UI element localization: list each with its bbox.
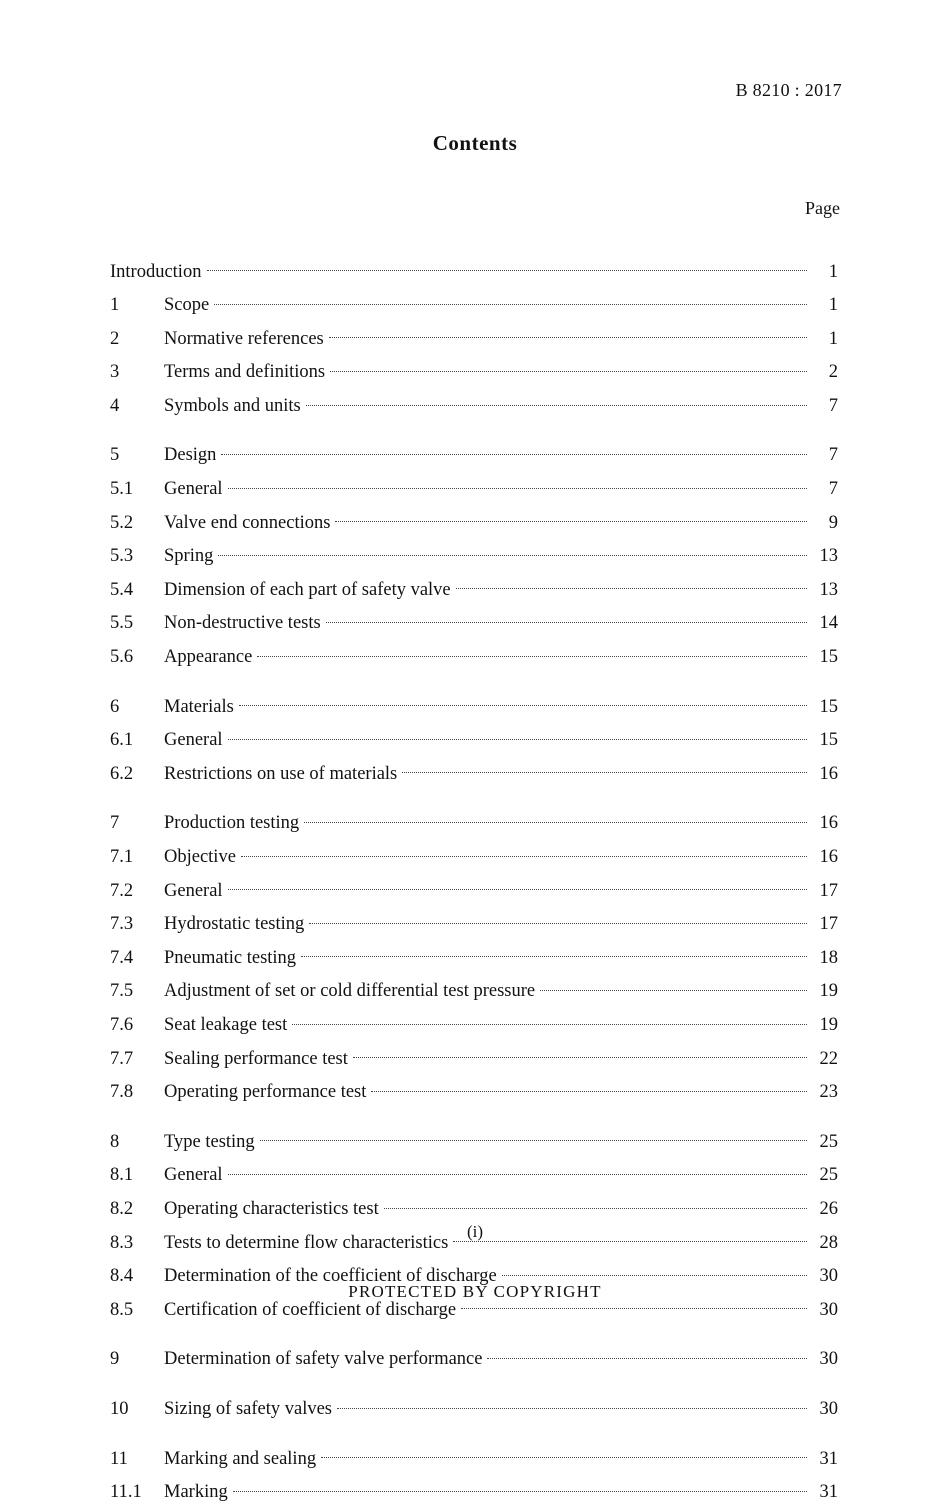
toc-entry-page: 26: [819, 1198, 838, 1219]
toc-entry-page: 2: [828, 362, 838, 383]
toc-leader-dots: [337, 1395, 807, 1414]
toc-entry-page: 19: [819, 1014, 838, 1035]
toc-entry-number: 5.3: [110, 546, 134, 567]
toc-entry-number: 7.5: [110, 981, 134, 1002]
toc-entry-page: 31: [819, 1448, 838, 1469]
toc-leader-dots: [330, 359, 807, 378]
toc-entry-number: 6.1: [110, 730, 134, 751]
toc-entry-label: General: [164, 479, 223, 500]
toc-group: [110, 693, 838, 794]
toc-leader-dots: [214, 292, 807, 311]
toc-entry[interactable]: [110, 1346, 838, 1380]
toc-entry-page: 18: [819, 947, 838, 968]
toc-entry[interactable]: [110, 1011, 838, 1045]
toc-entry[interactable]: [110, 693, 838, 727]
toc-entry-page: 17: [819, 880, 838, 901]
toc-entry-page: 30: [819, 1349, 838, 1370]
toc-entry[interactable]: [110, 760, 838, 794]
toc-leader-dots: [402, 760, 807, 779]
toc-leader-dots: [260, 1128, 807, 1147]
toc-entry-label: Type testing: [164, 1131, 255, 1152]
toc-entry-page: 7: [828, 479, 838, 500]
toc-entry-number: 8: [110, 1131, 120, 1152]
toc-entry-page: 19: [819, 981, 838, 1002]
toc-leader-dots: [326, 610, 807, 629]
toc-leader-dots: [306, 392, 807, 411]
toc-entry-number: 11.1: [110, 1482, 142, 1503]
toc-entry[interactable]: [110, 543, 838, 577]
toc-entry-number: 7.4: [110, 947, 134, 968]
toc-entry-label: Production testing: [164, 813, 300, 834]
toc-entry-number: 5.6: [110, 647, 134, 668]
toc-entry-label: Sizing of safety valves: [164, 1398, 332, 1419]
toc-entry[interactable]: [110, 978, 838, 1012]
toc-entry-number: 7.3: [110, 914, 134, 935]
toc-entry-page: 14: [819, 613, 838, 634]
toc-entry-label: Certification of coefficient of discharge: [164, 1299, 457, 1320]
toc-leader-dots: [228, 877, 807, 896]
table-of-contents: [110, 258, 838, 1512]
toc-entry-page: 25: [819, 1165, 838, 1186]
toc-entry[interactable]: [110, 844, 838, 878]
toc-entry-page: 22: [819, 1048, 838, 1069]
toc-leader-dots: [304, 810, 807, 829]
toc-entry-number: 7.8: [110, 1082, 134, 1103]
toc-entry-label: Scope: [164, 295, 210, 316]
toc-entry-page: 16: [819, 763, 838, 784]
toc-leader-dots: [257, 644, 807, 663]
toc-leader-dots: [309, 911, 807, 930]
document-reference: B 8210 : 2017: [735, 80, 842, 100]
toc-entry-number: 2: [110, 328, 120, 349]
toc-entry-number: 6: [110, 696, 120, 717]
toc-leader-dots: [221, 442, 807, 461]
toc-entry[interactable]: [110, 644, 838, 678]
page-column-header: Page: [805, 198, 840, 218]
toc-entry-page: 28: [819, 1232, 838, 1253]
toc-entry-page: 30: [819, 1398, 838, 1419]
toc-entry-number: 7.1: [110, 847, 134, 867]
toc-entry-number: 6.2: [110, 763, 134, 784]
toc-leader-dots: [456, 576, 807, 595]
toc-entry-page: 30: [819, 1299, 838, 1320]
toc-entry[interactable]: [110, 810, 838, 844]
toc-leader-dots: [228, 476, 807, 495]
toc-entry-number: 9: [110, 1349, 120, 1370]
toc-leader-dots: [540, 978, 807, 997]
toc-entry-page: 15: [819, 730, 838, 751]
toc-entry-page: 15: [819, 696, 838, 717]
toc-entry[interactable]: [110, 1395, 838, 1429]
toc-leader-dots: [321, 1445, 807, 1464]
toc-entry-label: Restrictions on use of materials: [164, 763, 398, 784]
toc-leader-dots: [371, 1079, 807, 1098]
toc-entry-number: 8.1: [110, 1165, 134, 1186]
toc-entry-number: 5.5: [110, 613, 134, 634]
toc-entry[interactable]: [110, 359, 838, 393]
toc-entry[interactable]: [110, 476, 838, 510]
toc-group: [110, 258, 838, 426]
toc-leader-dots: [353, 1045, 807, 1064]
folio-number: (i): [466, 1222, 484, 1241]
toc-entry-label: Non-destructive tests: [164, 613, 321, 634]
toc-group: [110, 442, 838, 677]
toc-entry[interactable]: [110, 442, 838, 476]
toc-entry-page: 31: [819, 1482, 838, 1503]
toc-group: [110, 1445, 838, 1512]
toc-entry-number: 7.6: [110, 1014, 134, 1035]
toc-entry-page: 9: [828, 512, 838, 533]
toc-entry-label: Adjustment of set or cold differential test pressure: [164, 981, 536, 1002]
toc-entry-page: 16: [819, 813, 838, 834]
toc-entry[interactable]: [110, 944, 838, 978]
toc-entry-label: Pneumatic testing: [164, 947, 297, 968]
toc-entry-page: 7: [828, 395, 838, 416]
toc-entry[interactable]: [110, 292, 838, 326]
toc-entry-page: 15: [819, 647, 838, 668]
toc-entry-label: Spring: [164, 546, 214, 567]
toc-entry-label: Marking and sealing: [164, 1448, 317, 1469]
toc-entry-number: 1: [110, 295, 120, 316]
toc-entry-label: Seat leakage test: [164, 1014, 288, 1035]
toc-entry[interactable]: [110, 1079, 838, 1113]
toc-entry-number: 7: [110, 813, 120, 834]
toc-entry-number: 8.5: [110, 1299, 134, 1320]
page-title: Contents: [432, 131, 518, 155]
toc-entry-page: 16: [819, 847, 838, 867]
toc-group: [110, 810, 838, 1112]
toc-entry-label: Dimension of each part of safety valve: [164, 579, 451, 600]
toc-leader-dots: [335, 509, 807, 528]
toc-leader-dots: [301, 944, 807, 963]
toc-entry-label: Operating performance test: [164, 1082, 367, 1103]
toc-entry-number: 5.2: [110, 512, 134, 533]
toc-entry[interactable]: [110, 1479, 838, 1512]
toc-entry-page: 1: [828, 295, 838, 316]
toc-entry-label: General: [164, 1165, 223, 1186]
toc-leader-dots: [502, 1263, 807, 1282]
toc-entry[interactable]: [110, 610, 838, 644]
toc-entry[interactable]: [110, 258, 838, 292]
toc-entry-label: Terms and definitions: [164, 362, 326, 383]
toc-entry-page: 13: [819, 579, 838, 600]
toc-entry[interactable]: [110, 576, 838, 610]
toc-entry[interactable]: [110, 1045, 838, 1079]
toc-entry-page: 25: [819, 1131, 838, 1152]
toc-entry-number: 8.4: [110, 1266, 134, 1287]
toc-entry-number: 10: [110, 1398, 129, 1419]
toc-entry-label: Hydrostatic testing: [164, 914, 305, 935]
toc-leader-dots: [487, 1346, 807, 1365]
toc-entry[interactable]: [110, 392, 838, 426]
toc-leader-dots: [239, 693, 807, 712]
toc-entry-label: General: [164, 730, 223, 751]
toc-entry-page: 1: [828, 261, 838, 282]
toc-entry-label: Symbols and units: [164, 395, 301, 416]
toc-group: [110, 1395, 838, 1429]
toc-entry-number: 5: [110, 445, 120, 466]
toc-entry[interactable]: [110, 1445, 838, 1479]
toc-entry-label: Appearance: [164, 647, 253, 668]
toc-entry-label: Marking: [164, 1482, 228, 1503]
toc-entry-number: 8.2: [110, 1198, 134, 1219]
toc-entry-number: 3: [110, 362, 120, 383]
toc-entry[interactable]: [110, 325, 838, 359]
toc-leader-dots: [292, 1011, 807, 1030]
toc-entry-label: Introduction: [110, 261, 202, 282]
toc-group: [110, 1346, 838, 1380]
toc-entry-label: General: [164, 880, 223, 901]
toc-entry-label: Tests to determine flow characteristics: [164, 1232, 449, 1253]
toc-entry-label: Determination of safety valve performance: [164, 1349, 483, 1370]
toc-entry-number: 8.3: [110, 1232, 134, 1253]
toc-entry-label: Design: [164, 445, 217, 466]
toc-leader-dots: [384, 1195, 807, 1214]
toc-leader-dots: [241, 844, 807, 863]
toc-entry-page: 1: [828, 328, 838, 349]
toc-leader-dots: [218, 543, 807, 562]
toc-entry-label: Valve end connections: [164, 512, 331, 533]
toc-entry-label: Normative references: [164, 328, 324, 349]
toc-entry-number: 4: [110, 395, 120, 416]
toc-entry-number: 7.2: [110, 880, 134, 901]
toc-entry[interactable]: [110, 1162, 838, 1196]
toc-entry-label: Operating characteristics test: [164, 1198, 379, 1219]
toc-leader-dots: [207, 258, 807, 277]
copyright-footer: PROTECTED BY COPYRIGHT: [348, 1282, 602, 1301]
toc-entry-page: 23: [819, 1082, 838, 1103]
toc-entry-number: 11: [110, 1448, 128, 1469]
toc-entry-label: Objective: [164, 847, 236, 867]
toc-entry-number: 7.7: [110, 1048, 134, 1069]
toc-entry[interactable]: [110, 1128, 838, 1162]
toc-entry-number: 5.1: [110, 479, 134, 500]
toc-entry[interactable]: [110, 509, 838, 543]
toc-entry-page: 13: [819, 546, 838, 567]
toc-entry[interactable]: [110, 911, 838, 945]
toc-entry[interactable]: [110, 877, 838, 911]
toc-leader-dots: [228, 727, 807, 746]
toc-leader-dots: [228, 1162, 807, 1181]
toc-entry-page: 30: [819, 1266, 838, 1287]
toc-entry[interactable]: [110, 727, 838, 761]
toc-entry-label: Materials: [164, 696, 234, 717]
toc-entry-number: 5.4: [110, 579, 134, 600]
toc-leader-dots: [233, 1479, 807, 1498]
toc-leader-dots: [329, 325, 807, 344]
toc-entry-label: Sealing performance test: [164, 1048, 348, 1069]
toc-entry-label: Determination of the coefficient of discharge: [164, 1266, 497, 1287]
toc-entry-page: 7: [828, 445, 838, 466]
toc-entry-page: 17: [819, 914, 838, 935]
